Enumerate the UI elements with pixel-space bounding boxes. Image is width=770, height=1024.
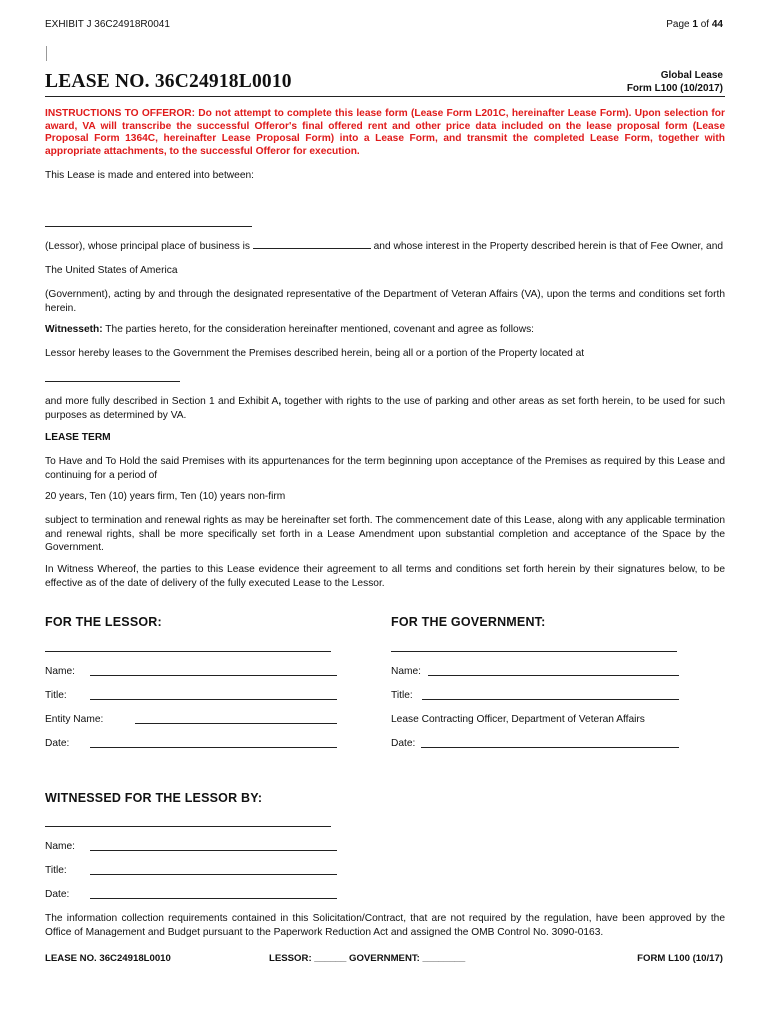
lessor-date-field[interactable] xyxy=(90,747,337,748)
for-the-lessor-heading: FOR THE LESSOR: xyxy=(45,615,162,629)
page-indicator xyxy=(666,19,723,30)
lessor-name-line[interactable] xyxy=(45,226,252,227)
witness-name-label: Name: xyxy=(45,841,76,852)
text-cursor xyxy=(46,46,47,61)
described-paragraph xyxy=(45,395,725,422)
lessor-name-field[interactable] xyxy=(90,675,337,676)
footer-lease-number: LEASE NO. 36C24918L0010 xyxy=(45,953,171,964)
lessor-name-label: Name: xyxy=(45,666,76,677)
witness-title-label: Title: xyxy=(45,865,67,876)
witnesseth-paragraph xyxy=(45,323,534,337)
lessor-date-label: Date: xyxy=(45,738,70,749)
lessor-title-field[interactable] xyxy=(90,699,337,700)
form-box xyxy=(627,69,723,95)
lessor-entity-label: Entity Name: xyxy=(45,714,104,725)
gov-date-field[interactable] xyxy=(421,747,679,748)
gov-date-label: Date: xyxy=(391,738,416,749)
to-have-paragraph: To Have and To Hold the said Premises with its appurtenances for the term beginning upon acceptance of the Premises as required by this Lease and continuing for a period of xyxy=(45,456,725,481)
form-box-line2: Form L100 (10/2017) xyxy=(626,83,723,94)
witnessed-heading: WITNESSED FOR THE LESSOR BY: xyxy=(45,791,263,805)
witness-name-field[interactable] xyxy=(90,850,337,851)
lessor-paragraph xyxy=(45,239,735,254)
form-box-line1: Global Lease xyxy=(660,70,723,81)
lease-term-heading: LEASE TERM xyxy=(45,432,111,443)
gov-name-label: Name: xyxy=(391,666,422,677)
witness-date-label: Date: xyxy=(45,889,70,900)
instructions-to-offeror: INSTRUCTIONS TO OFFEROR: Do not attempt to complete this lease form (Lease Form L201C, hereinafter Lease Form). Upon selection for award, VA will transcribe the successful Offeror's final offered rent and other price data included on the lease proposal form (Lease Proposal Form 1364C, hereinafter Lease Proposal Form) into a Lease Form, and transmit the completed Lease Form, together with appropriate attachments, to the successful Offeror for execution. xyxy=(45,108,725,157)
gov-title-field[interactable] xyxy=(422,699,679,700)
page-prefix: Page xyxy=(666,19,693,30)
government-signature-line[interactable] xyxy=(391,651,677,652)
usa-text: The United States of America xyxy=(45,265,178,276)
page-total: 44 xyxy=(711,19,723,30)
lessor-title-label: Title: xyxy=(45,690,67,701)
witness-whereof-paragraph: In Witness Whereof, the parties to this Lease evidence their agreement to all terms and conditions set forth herein by their signatures below, to be effective as of the date of delivery of the fully executed Lease to the Lessor. xyxy=(45,564,725,589)
witnesseth-text: The parties hereto, for the consideration hereinafter mentioned, covenant and agree as follows: xyxy=(102,324,535,335)
described-pre: and more fully described in Section 1 and Exhibit A xyxy=(45,396,279,407)
witness-date-field[interactable] xyxy=(90,898,337,899)
lessor-entity-field[interactable] xyxy=(135,723,337,724)
term-text: 20 years, Ten (10) years firm, Ten (10) years non-firm xyxy=(45,491,286,502)
lessor-post: and whose interest in the Property described herein is that of Fee Owner, and xyxy=(370,241,724,252)
witnesseth-label: Witnesseth: xyxy=(45,324,103,335)
property-location-line[interactable] xyxy=(45,381,180,382)
omb-notice: The information collection requirements contained in this Solicitation/Contract, that are not required by the regulation, have been approved by the Office of Management and Budget pursuant to the Paperwork Reduction Act and assigned the OMB Control No. 3090-0163. xyxy=(45,913,725,938)
gov-title-label: Title: xyxy=(391,690,413,701)
footer-form-number: FORM L100 (10/17) xyxy=(637,953,723,964)
page-number: 1 xyxy=(692,19,698,30)
page-of: of xyxy=(697,19,712,30)
lessor-pre: (Lessor), whose principal place of business is xyxy=(45,241,253,252)
gov-name-field[interactable] xyxy=(428,675,679,676)
subject-paragraph: subject to termination and renewal rights as may be hereinafter set forth. The commencement date of this Lease, along with any applicable termination and renewal rights, shall be more specifically set forth in a Lease Amendment upon substantial completion and acceptance of the Space by the Government. xyxy=(45,515,725,553)
witness-title-field[interactable] xyxy=(90,874,337,875)
footer-initials: LESSOR: ______ GOVERNMENT: ________ xyxy=(269,953,466,964)
lease-contracting-officer: Lease Contracting Officer, Department of Veteran Affairs xyxy=(391,714,645,725)
title-rule xyxy=(45,96,725,97)
lessor-signature-line[interactable] xyxy=(45,651,331,652)
leases-paragraph: Lessor hereby leases to the Government the Premises described herein, being all or a portion of the Property located at xyxy=(45,348,585,359)
for-the-government-heading: FOR THE GOVERNMENT: xyxy=(391,615,546,629)
business-address-line[interactable] xyxy=(253,239,371,249)
government-paragraph: (Government), acting by and through the designated representative of the Department of Veteran Affairs (VA), upon the terms and conditions set forth herein. xyxy=(45,289,725,314)
described-comma: , xyxy=(278,396,282,407)
witness-signature-line[interactable] xyxy=(45,826,331,827)
lease-title: LEASE NO. 36C24918L0010 xyxy=(45,71,292,92)
described-post: together with rights to the use of parking and other areas as set forth herein, to be used for such purposes as determined by VA. xyxy=(45,396,725,421)
intro-text: This Lease is made and entered into between: xyxy=(45,170,254,181)
exhibit-label: EXHIBIT J 36C24918R0041 xyxy=(45,19,170,30)
